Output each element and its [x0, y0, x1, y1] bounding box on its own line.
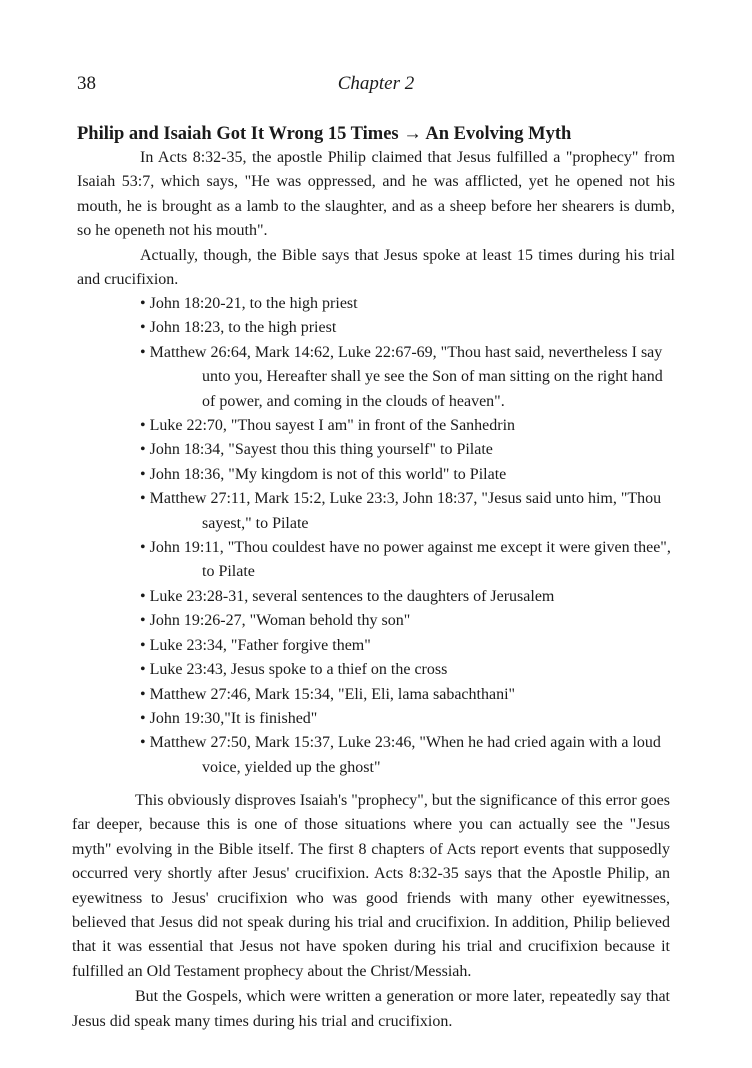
list-item [140, 634, 676, 658]
list-item-text: Luke 23:28-31, several sentences to the daughters of Jerusalem [149, 587, 555, 605]
section-heading: Philip and Isaiah Got It Wrong 15 Times → An Evolving Myth [77, 124, 572, 144]
intro-paragraph: Actually, though, the Bible says that Jesus spoke at least 15 times during his trial and crucifixion. [77, 246, 675, 289]
list-item-text: Matthew 27:46, Mark 15:34, "Eli, Eli, lama sabachthani" [149, 685, 516, 703]
list-item-text: Matthew 27:11, Mark 15:2, Luke 23:3, John 18:37, "Jesus said unto him, "Thou sayest," to Pilate [149, 490, 662, 532]
list-item [140, 731, 676, 780]
list-item-text: Luke 23:43, Jesus spoke to a thief on the cross [149, 661, 448, 679]
list-item [140, 609, 676, 633]
list-item-text: Matthew 27:50, Mark 15:37, Luke 23:46, "When he had cried again with a loud voice, yielded up the ghost" [149, 734, 661, 776]
conclusion-text [72, 789, 670, 1034]
list-item [140, 463, 676, 487]
bullet-icon: • [140, 343, 146, 361]
list-item-text: Luke 23:34, "Father forgive them" [149, 636, 371, 654]
list-item-text: John 19:11, "Thou couldest have no power against me except it were given thee", to Pilate [149, 539, 671, 581]
list-item [140, 292, 676, 316]
list-item-text: John 19:26-27, "Woman behold thy son" [149, 612, 411, 630]
bullet-icon: • [140, 685, 146, 703]
list-item-text: Matthew 26:64, Mark 14:62, Luke 22:67-69, "Thou hast said, nevertheless I say unto you, Hereafter shall ye see the Son of man sitting on the right hand of power, and coming in the clouds of heaven". [149, 343, 663, 410]
list-item-text: John 18:23, to the high priest [149, 319, 337, 337]
list-item [140, 658, 676, 682]
bullet-icon: • [140, 417, 146, 435]
body-paragraph: But the Gospels, which were written a generation or more later, repeatedly say that Jesus did speak many times during his trial and crucifixion. [72, 988, 670, 1030]
running-header-chapter: Chapter 2 [337, 73, 415, 94]
page-number: 38 [77, 73, 96, 94]
list-item [140, 707, 676, 731]
intro-text [77, 146, 675, 292]
list-item-text: John 18:36, "My kingdom is not of this world" to Pilate [149, 465, 507, 483]
bullet-icon: • [140, 709, 146, 727]
body-paragraph: This obviously disproves Isaiah's "prophecy", but the significance of this error goes far deeper, because this is one of those situations where you can actually see the "Jesus myth" evolving in the Bible itself. The first 8 chapters of Acts report events that supposedly occurred very shortly after Jesus' crucifixion. Acts 8:32-35 says that the Apostle Philip, an eyewitness to Jesus' crucifixion who was good friends with many other eyewitnesses, believed that Jesus did not speak during his trial and crucifixion. In addition, Philip believed that it was essential that Jesus not have spoken during his trial and crucifixion because it fulfilled an Old Testament prophecy about the Christ/Messiah. [72, 792, 670, 980]
bullet-icon: • [140, 465, 146, 483]
list-item [140, 487, 676, 536]
bullet-icon: • [140, 319, 146, 337]
bullet-icon: • [140, 612, 146, 630]
list-item [140, 438, 676, 462]
list-item [140, 316, 676, 340]
bullet-icon: • [140, 441, 146, 459]
list-item [140, 683, 676, 707]
list-item [140, 585, 676, 609]
bullet-icon: • [140, 661, 146, 679]
bullet-icon: • [140, 734, 146, 752]
intro-paragraph: In Acts 8:32-35, the apostle Philip claimed that Jesus fulfilled a "prophecy" from Isaiah 53:7, which says, "He was oppressed, and he was afflicted, yet he opened not his mouth, he is brought as a lamb to the slaughter, and as a sheep before her shearers is dumb, so he openeth not his mouth". [77, 149, 675, 240]
list-item-text: Luke 22:70, "Thou sayest I am" in front of the Sanhedrin [149, 417, 516, 435]
list-item [140, 536, 676, 585]
list-item-text: John 19:30,"It is finished" [149, 709, 318, 727]
list-item-text: John 18:20-21, to the high priest [149, 295, 358, 312]
bullet-icon: • [140, 490, 146, 508]
list-item-text: John 18:34, "Sayest thou this thing yourself" to Pilate [149, 441, 493, 459]
bullet-icon: • [140, 587, 146, 605]
list-item [140, 341, 676, 414]
bullet-icon: • [140, 539, 146, 557]
quote-list [140, 292, 676, 780]
list-item [140, 414, 676, 438]
bullet-icon: • [140, 295, 146, 312]
bullet-icon: • [140, 636, 146, 654]
